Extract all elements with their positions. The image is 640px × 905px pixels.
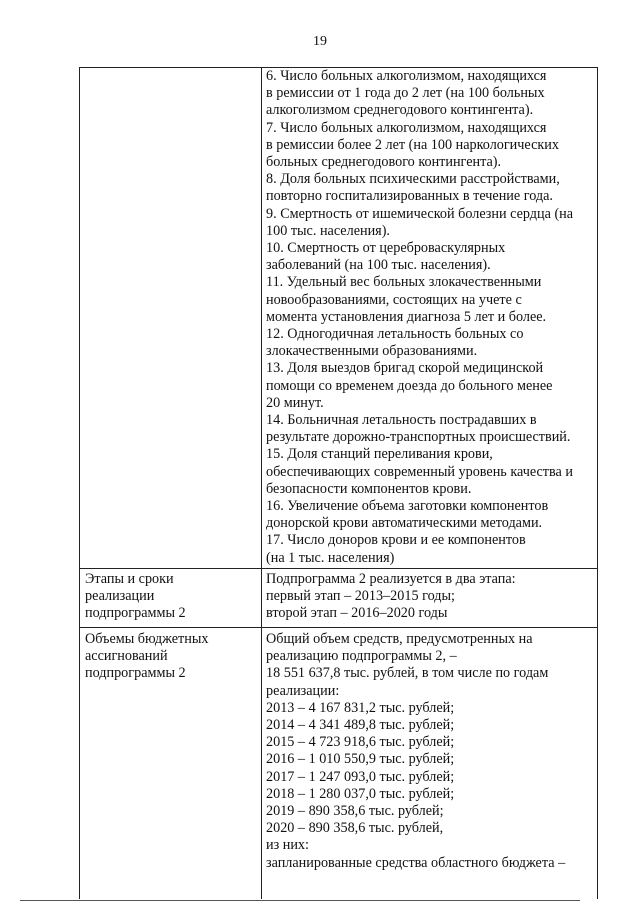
text-line: 6. Число больных алкоголизмом, находящихся bbox=[266, 68, 547, 84]
text-line: 13. Доля выездов бригад скорой медицинской bbox=[266, 360, 544, 377]
text-line: 2013 – 4 167 831,2 тыс. рублей; bbox=[266, 699, 455, 716]
budget-content-cell bbox=[262, 628, 598, 900]
text-line: из них: bbox=[266, 837, 309, 854]
text-line: 7. Число больных алкоголизмом, находящихся bbox=[266, 119, 547, 136]
text-line: 17. Число доноров крови и ее компонентов bbox=[266, 532, 526, 549]
text-line: безопасности компонентов крови. bbox=[266, 480, 472, 497]
text-line: 12. Одногодичная летальность больных со bbox=[266, 326, 524, 343]
text-line: Этапы и сроки bbox=[85, 571, 174, 587]
text-line: обеспечивающих современный уровень качества и bbox=[266, 463, 573, 480]
text-line: 18 551 637,8 тыс. рублей, в том числе по годам bbox=[266, 665, 549, 682]
text-line: больных среднегодового контингента). bbox=[266, 154, 502, 171]
text-line: 16. Увеличение объема заготовки компонентов bbox=[266, 498, 549, 515]
text-line: Объемы бюджетных bbox=[85, 631, 209, 647]
table-row-budget bbox=[80, 628, 598, 900]
stages-content-cell bbox=[262, 569, 598, 628]
text-line: новообразованиями, состоящих на учете с bbox=[266, 291, 522, 308]
text-line: 15. Доля станций переливания крови, bbox=[266, 446, 493, 463]
text-line: Общий объем средств, предусмотренных на bbox=[266, 631, 533, 647]
text-line: 2017 – 1 247 093,0 тыс. рублей; bbox=[266, 768, 455, 785]
text-line: 2016 – 1 010 550,9 тыс. рублей; bbox=[266, 751, 455, 768]
text-line: 11. Удельный вес больных злокачественными bbox=[266, 274, 542, 291]
text-line: помощи со временем доезда до больного менее bbox=[266, 377, 553, 394]
text-line: 14. Больничная летальность пострадавших в bbox=[266, 412, 537, 429]
stages-label-cell bbox=[80, 569, 262, 628]
table-row-stages bbox=[80, 569, 598, 628]
text-line: 10. Смертность от цереброваскулярных bbox=[266, 240, 506, 257]
passport-table bbox=[79, 67, 598, 899]
text-line: Подпрограмма 2 реализуется в два этапа: bbox=[266, 571, 516, 587]
text-line: первый этап – 2013–2015 годы; bbox=[266, 588, 455, 605]
text-line: реализации bbox=[85, 588, 155, 605]
text-line: алкоголизмом среднегодового контингента). bbox=[266, 102, 534, 119]
text-line: 2020 – 890 358,6 тыс. рублей, bbox=[266, 820, 444, 837]
page-bottom-rule bbox=[20, 900, 580, 901]
text-line: подпрограммы 2 bbox=[85, 665, 186, 682]
text-line: 2015 – 4 723 918,6 тыс. рублей; bbox=[266, 734, 455, 751]
text-line: повторно госпитализированных в течение года. bbox=[266, 188, 553, 205]
text-line: 9. Смертность от ишемической болезни сердца (на bbox=[266, 205, 574, 222]
text-line: ассигнований bbox=[85, 648, 168, 665]
text-line: запланированные средства областного бюджета – bbox=[266, 854, 566, 871]
text-line: реализации: bbox=[266, 682, 340, 699]
text-line: (на 1 тыс. населения) bbox=[266, 549, 395, 566]
budget-label-cell bbox=[80, 628, 262, 900]
text-line: злокачественными образованиями. bbox=[266, 343, 478, 360]
table-row-indicators bbox=[80, 68, 598, 569]
text-line: 2018 – 1 280 037,0 тыс. рублей; bbox=[266, 785, 455, 802]
text-line: 2014 – 4 341 489,8 тыс. рублей; bbox=[266, 717, 455, 734]
text-line: донорской крови автоматическими методами. bbox=[266, 515, 543, 532]
text-line: подпрограммы 2 bbox=[85, 605, 186, 622]
text-line: результате дорожно-транспортных происшествий. bbox=[266, 429, 571, 446]
text-line: 100 тыс. населения). bbox=[266, 222, 390, 239]
text-line: в ремиссии более 2 лет (на 100 наркологических bbox=[266, 136, 559, 153]
indicators-label-cell bbox=[80, 68, 262, 569]
text-line: в ремиссии от 1 года до 2 лет (на 100 больных bbox=[266, 85, 545, 102]
indicators-content-cell bbox=[262, 68, 598, 569]
text-line: заболеваний (на 100 тыс. населения). bbox=[266, 257, 491, 274]
text-line: 20 минут. bbox=[266, 394, 324, 411]
text-line: 8. Доля больных психическими расстройствами, bbox=[266, 171, 560, 188]
text-line: 2019 – 890 358,6 тыс. рублей; bbox=[266, 803, 444, 820]
page-number: 19 bbox=[313, 34, 327, 49]
text-line: второй этап – 2016–2020 годы bbox=[266, 605, 448, 622]
text-line: момента установления диагноза 5 лет и более. bbox=[266, 308, 547, 325]
text-line: реализацию подпрограммы 2, – bbox=[266, 648, 457, 665]
